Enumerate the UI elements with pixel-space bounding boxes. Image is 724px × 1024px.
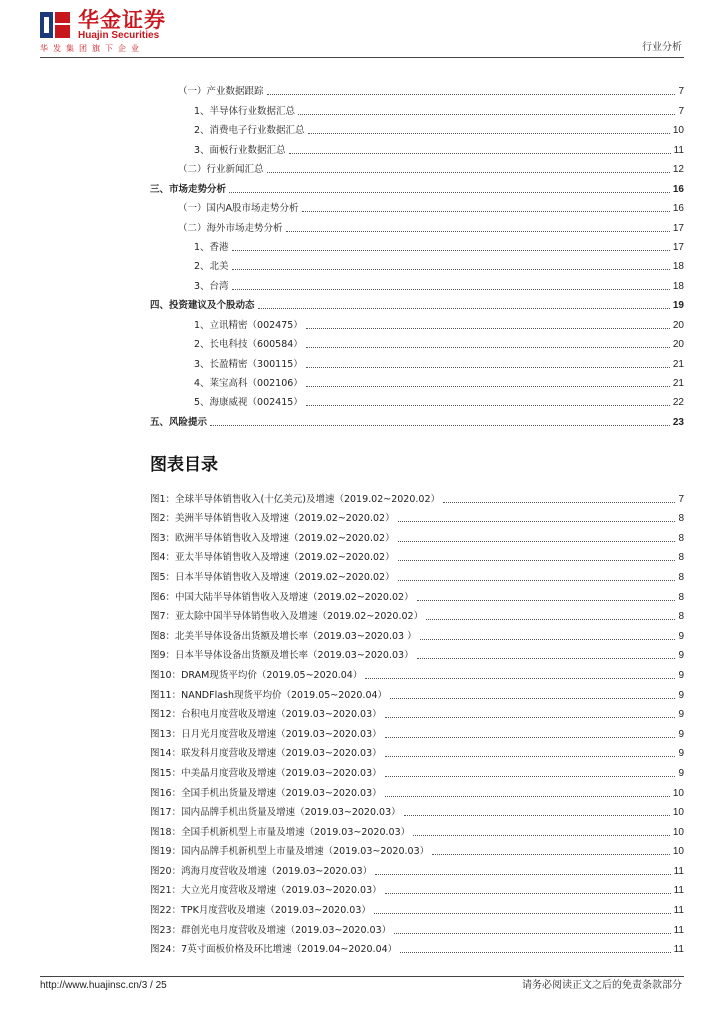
dot-leader xyxy=(232,269,670,270)
figure-entry[interactable] xyxy=(150,721,684,741)
figure-entry[interactable] xyxy=(150,819,684,839)
dot-leader xyxy=(394,933,670,934)
toc-entry-page: 20 xyxy=(672,319,684,331)
figure-entry[interactable] xyxy=(150,858,684,878)
figure-entry-page: 10 xyxy=(672,846,684,858)
dot-leader xyxy=(232,250,670,251)
toc-entry-label: 四、投资建议及个股动态 xyxy=(150,300,255,312)
figure-entry-page: 9 xyxy=(678,630,684,642)
toc-entry-page: 17 xyxy=(672,222,684,234)
figure-entry[interactable] xyxy=(150,682,684,702)
toc-entry-label: 2、消费电子行业数据汇总 xyxy=(194,125,305,137)
figure-entry[interactable] xyxy=(150,741,684,761)
figure-entry-page: 9 xyxy=(678,728,684,740)
figure-entry-page: 11 xyxy=(673,885,684,897)
toc-entry-page: 12 xyxy=(672,164,684,176)
toc-entry-label: 3、长盈精密（300115） xyxy=(194,358,303,370)
toc-entry-page: 7 xyxy=(678,105,684,117)
figure-entry-page: 8 xyxy=(678,513,684,525)
dot-leader xyxy=(286,231,670,232)
figure-entry[interactable] xyxy=(150,643,684,663)
dot-leader xyxy=(443,502,675,503)
figure-entry[interactable] xyxy=(150,584,684,604)
figure-entry-label: 图1：全球半导体销售收入(十亿美元)及增速（2019.02~2020.02） xyxy=(150,493,440,505)
figure-entry-label: 图2：美洲半导体销售收入及增速（2019.02~2020.02） xyxy=(150,513,395,525)
figure-entry-label: 图18：全国手机新机型上市量及增速（2019.03~2020.03） xyxy=(150,826,411,838)
dot-leader xyxy=(298,114,675,115)
figure-entry-label: 图13：日月光月度营收及增速（2019.03~2020.03） xyxy=(150,728,382,740)
figures-section-title: 图表目录 xyxy=(150,455,218,475)
dot-leader xyxy=(385,893,671,894)
figure-entry-page: 9 xyxy=(678,767,684,779)
figure-entry-label: 图7：亚太除中国半导体销售收入及增速（2019.02~2020.02） xyxy=(150,611,424,623)
dot-leader xyxy=(306,367,670,368)
figure-entry-page: 9 xyxy=(678,689,684,701)
dot-leader xyxy=(420,639,676,640)
figure-entry-label: 图10：DRAM现货平均价（2019.05~2020.04） xyxy=(150,669,363,681)
toc-entry[interactable] xyxy=(150,215,684,234)
toc-entry[interactable] xyxy=(150,176,684,195)
toc-entry-page: 23 xyxy=(672,416,684,428)
toc-entry-page: 7 xyxy=(678,86,684,98)
dot-leader xyxy=(390,698,675,699)
figure-entry-label: 图14：联发科月度营收及增速（2019.03~2020.03） xyxy=(150,748,382,760)
figures-list xyxy=(150,486,684,956)
header-divider xyxy=(40,57,684,58)
dot-leader xyxy=(417,658,676,659)
toc-entry-label: （一）产业数据跟踪 xyxy=(178,86,264,98)
dot-leader xyxy=(258,308,670,309)
company-slogan: 华发集团旗下企业 xyxy=(40,44,144,53)
toc-entry-label: 1、立讯精密（002475） xyxy=(194,319,303,331)
figure-entry[interactable] xyxy=(150,839,684,859)
dot-leader xyxy=(385,796,670,797)
figure-entry-label: 图22：TPK月度营收及增速（2019.03~2020.03） xyxy=(150,905,371,917)
figure-entry-page: 11 xyxy=(673,944,684,956)
toc-entry[interactable] xyxy=(150,293,684,312)
toc-entry-label: 3、面板行业数据汇总 xyxy=(194,144,286,156)
toc-entry-page: 19 xyxy=(672,300,684,312)
toc-entry[interactable] xyxy=(150,312,684,331)
dot-leader xyxy=(432,854,670,855)
dot-leader xyxy=(404,815,670,816)
figure-entry[interactable] xyxy=(150,525,684,545)
toc-entry-page: 16 xyxy=(672,203,684,215)
dot-leader xyxy=(400,952,670,953)
figure-entry-page: 7 xyxy=(678,493,684,505)
toc-entry[interactable] xyxy=(150,98,684,117)
figure-entry-label: 图15：中美晶月度营收及增速（2019.03~2020.03） xyxy=(150,767,382,779)
figure-entry[interactable] xyxy=(150,564,684,584)
toc-entry[interactable] xyxy=(150,79,684,98)
toc-entry-label: 2、北美 xyxy=(194,261,229,273)
dot-leader xyxy=(417,600,676,601)
figure-entry-page: 8 xyxy=(678,591,684,603)
dot-leader xyxy=(426,619,675,620)
toc-entry[interactable] xyxy=(150,137,684,156)
figure-entry[interactable] xyxy=(150,878,684,898)
figure-entry[interactable] xyxy=(150,662,684,682)
figure-entry[interactable] xyxy=(150,623,684,643)
figure-entry-page: 10 xyxy=(672,826,684,838)
toc-entry-label: 3、台湾 xyxy=(194,280,229,292)
dot-leader xyxy=(302,211,670,212)
dot-leader xyxy=(267,172,670,173)
toc-entry[interactable] xyxy=(150,157,684,176)
dot-leader xyxy=(398,580,676,581)
figure-entry-page: 9 xyxy=(678,709,684,721)
dot-leader xyxy=(306,386,670,387)
toc-entry-label: 三、市场走势分析 xyxy=(150,183,227,195)
toc-entry-label: 5、海康威视（002415） xyxy=(194,397,303,409)
figure-entry-label: 图11：NANDFlash现货平均价（2019.05~2020.04） xyxy=(150,689,388,701)
dot-leader xyxy=(289,153,671,154)
toc-entry-label: （二）行业新闻汇总 xyxy=(178,164,264,176)
toc-entry-page: 21 xyxy=(672,378,684,389)
toc-entry-page: 18 xyxy=(672,280,684,292)
report-category: 行业分析 xyxy=(642,42,682,53)
figure-entry-label: 图17：国内品牌手机出货量及增速（2019.03~2020.03） xyxy=(150,807,401,819)
figure-entry[interactable] xyxy=(150,897,684,917)
toc-entry[interactable] xyxy=(150,196,684,215)
dot-leader xyxy=(306,328,670,329)
footer-disclaimer: 请务必阅读正文之后的免责条款部分 xyxy=(522,980,682,991)
toc-entry-label: 1、香港 xyxy=(194,241,229,253)
toc-entry[interactable] xyxy=(150,390,684,409)
figure-entry-page: 11 xyxy=(673,924,684,936)
dot-leader xyxy=(375,874,670,875)
toc-entry-label: 4、莱宝高科（002106） xyxy=(194,378,303,389)
dot-leader xyxy=(385,756,676,757)
toc-entry-page: 21 xyxy=(672,358,684,370)
toc-entry-page: 10 xyxy=(672,125,684,137)
figure-entry-page: 8 xyxy=(678,571,684,583)
figure-entry-label: 图12：台积电月度营收及增速（2019.03~2020.03） xyxy=(150,709,382,721)
table-of-contents xyxy=(150,79,684,429)
figure-entry-page: 9 xyxy=(678,669,684,681)
toc-entry-page: 22 xyxy=(672,397,684,409)
toc-entry[interactable] xyxy=(150,351,684,370)
figure-entry[interactable] xyxy=(150,545,684,565)
figure-entry-label: 图3：欧洲半导体销售收入及增速（2019.02~2020.02） xyxy=(150,532,395,544)
toc-entry-page: 11 xyxy=(673,144,684,156)
toc-entry[interactable] xyxy=(150,332,684,351)
dot-leader xyxy=(413,835,670,836)
figure-entry-label: 图20：鸿海月度营收及增速（2019.03~2020.03） xyxy=(150,865,373,877)
figure-entry-label: 图21：大立光月度营收及增速（2019.03~2020.03） xyxy=(150,885,382,897)
toc-entry-label: （一）国内A股市场走势分析 xyxy=(178,203,299,215)
dot-leader xyxy=(229,192,670,193)
dot-leader xyxy=(306,347,670,348)
company-name-en: Huajin Securities xyxy=(78,30,160,41)
figure-entry[interactable] xyxy=(150,800,684,820)
figure-entry-label: 图6：中国大陆半导体销售收入及增速（2019.02~2020.02） xyxy=(150,591,414,603)
dot-leader xyxy=(398,560,676,561)
figure-entry-label: 图5：日本半导体销售收入及增速（2019.02~2020.02） xyxy=(150,571,395,583)
toc-entry[interactable] xyxy=(150,235,684,254)
figure-entry-page: 8 xyxy=(678,552,684,564)
figure-entry[interactable] xyxy=(150,917,684,937)
figure-entry-label: 图24：7英寸面板价格及环比增速（2019.04~2020.04） xyxy=(150,944,398,956)
toc-entry[interactable] xyxy=(150,254,684,273)
dot-leader xyxy=(365,678,675,679)
figure-entry[interactable] xyxy=(150,937,684,957)
toc-entry[interactable] xyxy=(150,371,684,390)
footer-url-page[interactable]: http://www.huajinsc.cn/3 / 25 xyxy=(40,980,167,991)
dot-leader xyxy=(306,405,670,406)
dot-leader xyxy=(267,94,676,95)
figure-entry-page: 8 xyxy=(678,611,684,623)
figure-entry[interactable] xyxy=(150,760,684,780)
figure-entry[interactable] xyxy=(150,604,684,624)
figure-entry-page: 11 xyxy=(673,905,684,917)
figure-entry-page: 11 xyxy=(673,865,684,877)
figure-entry[interactable] xyxy=(150,506,684,526)
figure-entry-label: 图19：国内品牌手机新机型上市量及增速（2019.03~2020.03） xyxy=(150,846,430,858)
dot-leader xyxy=(385,737,676,738)
footer-divider xyxy=(40,976,684,977)
figure-entry-page: 8 xyxy=(678,532,684,544)
figure-entry-label: 图4：亚太半导体销售收入及增速（2019.02~2020.02） xyxy=(150,552,395,564)
dot-leader xyxy=(398,521,676,522)
dot-leader xyxy=(374,913,671,914)
figure-entry[interactable] xyxy=(150,702,684,722)
figure-entry-page: 9 xyxy=(678,650,684,662)
toc-entry-label: 2、长电科技（600584） xyxy=(194,339,303,351)
figure-entry-label: 图23：群创光电月度营收及增速（2019.03~2020.03） xyxy=(150,924,392,936)
figure-entry-page: 10 xyxy=(672,787,684,799)
figure-entry[interactable] xyxy=(150,780,684,800)
figure-entry[interactable] xyxy=(150,486,684,506)
dot-leader xyxy=(385,776,676,777)
dot-leader xyxy=(398,541,676,542)
toc-entry-label: （二）海外市场走势分析 xyxy=(178,222,283,234)
dot-leader xyxy=(232,289,670,290)
toc-entry-label: 1、半导体行业数据汇总 xyxy=(194,105,296,117)
toc-entry-page: 16 xyxy=(672,183,684,195)
toc-entry-label: 五、风险提示 xyxy=(150,416,208,428)
toc-entry[interactable] xyxy=(150,409,684,428)
figure-entry-label: 图16：全国手机出货量及增速（2019.03~2020.03） xyxy=(150,787,382,799)
dot-leader xyxy=(385,717,676,718)
figure-entry-page: 10 xyxy=(672,807,684,819)
company-name-cn: 华金证券 xyxy=(78,8,166,32)
toc-entry-page: 18 xyxy=(672,261,684,273)
toc-entry[interactable] xyxy=(150,273,684,292)
toc-entry[interactable] xyxy=(150,118,684,137)
huajin-logo-icon xyxy=(40,12,70,38)
toc-entry-page: 17 xyxy=(672,241,684,253)
dot-leader xyxy=(210,425,670,426)
toc-entry-page: 20 xyxy=(672,339,684,351)
figure-entry-label: 图8：北美半导体设备出货额及增长率（2019.03~2020.03 ） xyxy=(150,630,417,642)
figure-entry-page: 9 xyxy=(678,748,684,760)
figure-entry-label: 图9：日本半导体设备出货额及增长率（2019.03~2020.03） xyxy=(150,650,414,662)
dot-leader xyxy=(308,133,670,134)
